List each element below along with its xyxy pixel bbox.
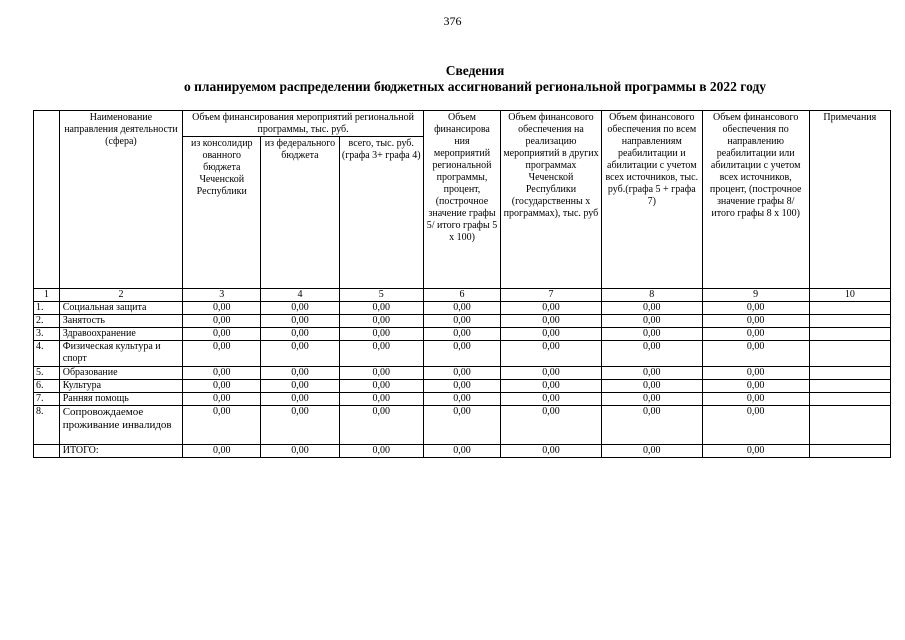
value-cell: 0,00 — [339, 328, 423, 341]
value-cell: 0,00 — [423, 367, 500, 380]
row-number — [34, 445, 60, 458]
notes-cell — [809, 302, 890, 315]
value-cell: 0,00 — [501, 302, 602, 315]
row-number: 5. — [34, 367, 60, 380]
document-title — [0, 63, 905, 95]
value-cell: 0,00 — [339, 380, 423, 393]
row-number: 7. — [34, 393, 60, 406]
value-cell: 0,00 — [702, 393, 809, 406]
row-name: Ранняя помощь — [59, 393, 182, 406]
index-cell: 7 — [501, 289, 602, 302]
value-cell: 0,00 — [423, 380, 500, 393]
value-cell: 0,00 — [702, 380, 809, 393]
value-cell: 0,00 — [501, 328, 602, 341]
value-cell: 0,00 — [423, 328, 500, 341]
column-index-row — [34, 289, 891, 302]
table-row — [34, 302, 891, 315]
value-cell: 0,00 — [501, 315, 602, 328]
header-total-thousand: всего, тыс. руб. (графа 3+ графа 4) — [339, 137, 423, 289]
row-number: 4. — [34, 341, 60, 367]
row-name: Сопровождаемое проживание инвалидов — [59, 406, 182, 445]
notes-cell — [809, 328, 890, 341]
value-cell: 0,00 — [339, 302, 423, 315]
title-line-2: о планируемом распределении бюджетных ассигнований региональной программы в 2022 году — [183, 79, 767, 94]
table-row — [34, 328, 891, 341]
notes-cell — [809, 393, 890, 406]
row-number: 2. — [34, 315, 60, 328]
notes-cell — [809, 341, 890, 367]
value-cell: 0,00 — [501, 393, 602, 406]
row-number: 8. — [34, 406, 60, 445]
row-number: 1. — [34, 302, 60, 315]
value-cell: 0,00 — [339, 341, 423, 367]
index-cell: 9 — [702, 289, 809, 302]
value-cell: 0,00 — [183, 302, 261, 315]
value-cell: 0,00 — [261, 367, 339, 380]
notes-cell — [809, 445, 890, 458]
table-row — [34, 406, 891, 445]
page-number: 376 — [443, 14, 462, 28]
value-cell: 0,00 — [339, 315, 423, 328]
value-cell: 0,00 — [261, 445, 339, 458]
notes-cell — [809, 367, 890, 380]
index-cell: 4 — [261, 289, 339, 302]
index-cell: 8 — [601, 289, 702, 302]
budget-allocation-table — [33, 110, 891, 458]
header-federal-budget: из федерального бюджета — [261, 137, 339, 289]
table-row — [34, 315, 891, 328]
header-rehab-percent: Объем финансового обеспечения по направлению реабилитации или абилитации с учетом всех источников, процент, (построчное значение графы 8/ итого графы 8 х 100) — [702, 111, 809, 289]
row-name: Культура — [59, 380, 182, 393]
value-cell: 0,00 — [261, 315, 339, 328]
value-cell: 0,00 — [501, 445, 602, 458]
value-cell: 0,00 — [601, 328, 702, 341]
header-name: Наименование направления деятельности (сфера) — [59, 111, 182, 289]
total-label: ИТОГО: — [59, 445, 182, 458]
value-cell: 0,00 — [702, 302, 809, 315]
row-name: Занятость — [59, 315, 182, 328]
header-consolidated-budget: из консолидир ованного бюджета Чеченской Республики — [183, 137, 261, 289]
value-cell: 0,00 — [702, 328, 809, 341]
value-cell: 0,00 — [501, 380, 602, 393]
value-cell: 0,00 — [601, 406, 702, 445]
value-cell: 0,00 — [261, 341, 339, 367]
value-cell: 0,00 — [261, 393, 339, 406]
value-cell: 0,00 — [702, 367, 809, 380]
value-cell: 0,00 — [601, 393, 702, 406]
notes-cell — [809, 315, 890, 328]
header-notes: Примечания — [809, 111, 890, 289]
table-row — [34, 380, 891, 393]
table-row — [34, 367, 891, 380]
row-number: 3. — [34, 328, 60, 341]
value-cell: 0,00 — [183, 445, 261, 458]
value-cell: 0,00 — [601, 302, 702, 315]
total-row — [34, 445, 891, 458]
value-cell: 0,00 — [702, 315, 809, 328]
value-cell: 0,00 — [339, 445, 423, 458]
value-cell: 0,00 — [261, 380, 339, 393]
row-name: Физическая культура и спорт — [59, 341, 182, 367]
value-cell: 0,00 — [183, 367, 261, 380]
table-row — [34, 393, 891, 406]
value-cell: 0,00 — [339, 406, 423, 445]
header-share: Объем финансирова ния мероприятий региональной программы, процент, (построчное значение графы 5/ итого графы 5 х 100) — [423, 111, 500, 289]
value-cell: 0,00 — [183, 380, 261, 393]
header-num — [34, 111, 60, 289]
value-cell: 0,00 — [183, 315, 261, 328]
value-cell: 0,00 — [423, 315, 500, 328]
header-funding-group: Объем финансирования мероприятий региональной программы, тыс. руб. — [183, 111, 424, 137]
row-number: 6. — [34, 380, 60, 393]
value-cell: 0,00 — [339, 367, 423, 380]
header-other-programs: Объем финансового обеспечения на реализацию мероприятий в других программах Чеченской Республики (государственны х программах), тыс. руб — [501, 111, 602, 289]
notes-cell — [809, 380, 890, 393]
notes-cell — [809, 406, 890, 445]
value-cell: 0,00 — [601, 315, 702, 328]
value-cell: 0,00 — [601, 367, 702, 380]
index-cell: 3 — [183, 289, 261, 302]
value-cell: 0,00 — [501, 367, 602, 380]
value-cell: 0,00 — [261, 406, 339, 445]
value-cell: 0,00 — [423, 406, 500, 445]
value-cell: 0,00 — [339, 393, 423, 406]
index-cell: 6 — [423, 289, 500, 302]
index-cell: 2 — [59, 289, 182, 302]
value-cell: 0,00 — [702, 341, 809, 367]
row-name: Образование — [59, 367, 182, 380]
value-cell: 0,00 — [183, 406, 261, 445]
value-cell: 0,00 — [702, 406, 809, 445]
value-cell: 0,00 — [261, 328, 339, 341]
index-cell: 5 — [339, 289, 423, 302]
value-cell: 0,00 — [423, 302, 500, 315]
title-line-1: Сведения — [445, 63, 505, 78]
value-cell: 0,00 — [601, 380, 702, 393]
row-name: Здравоохранение — [59, 328, 182, 341]
index-cell: 10 — [809, 289, 890, 302]
value-cell: 0,00 — [601, 445, 702, 458]
value-cell: 0,00 — [501, 341, 602, 367]
row-name: Социальная защита — [59, 302, 182, 315]
value-cell: 0,00 — [423, 445, 500, 458]
header-rehab-total: Объем финансового обеспечения по всем направлениям реабилитации и абилитации с учетом всех источников, тыс. руб.(графа 5 + графа 7) — [601, 111, 702, 289]
value-cell: 0,00 — [261, 302, 339, 315]
value-cell: 0,00 — [423, 341, 500, 367]
value-cell: 0,00 — [183, 328, 261, 341]
table-row — [34, 341, 891, 367]
value-cell: 0,00 — [601, 341, 702, 367]
value-cell: 0,00 — [702, 445, 809, 458]
value-cell: 0,00 — [183, 393, 261, 406]
value-cell: 0,00 — [501, 406, 602, 445]
value-cell: 0,00 — [183, 341, 261, 367]
value-cell: 0,00 — [423, 393, 500, 406]
index-cell: 1 — [34, 289, 60, 302]
